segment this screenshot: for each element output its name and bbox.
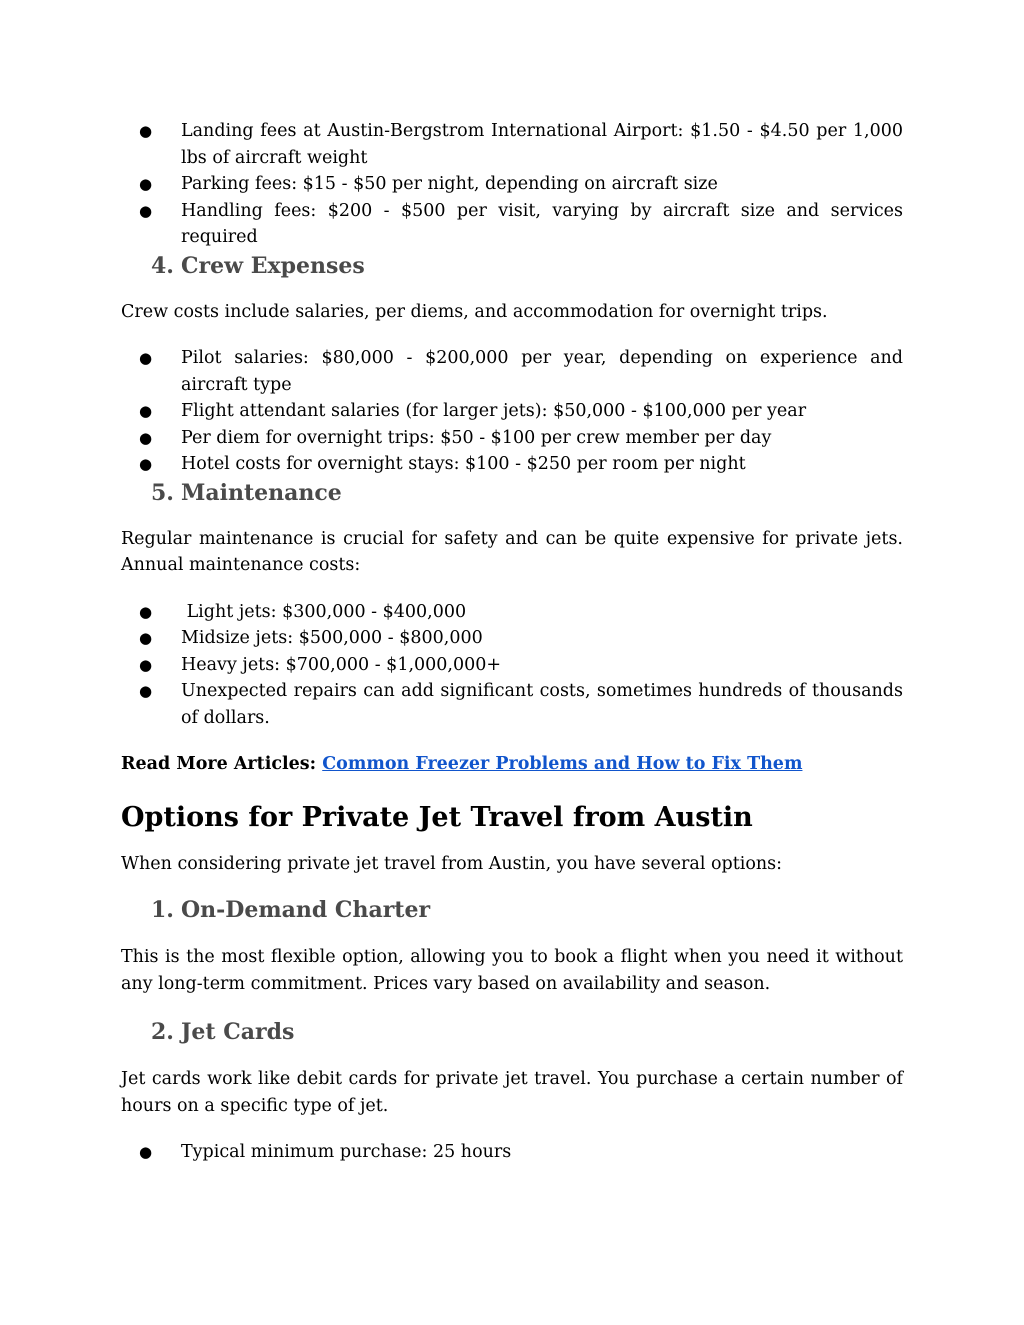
options-intro: When considering private jet travel from Austin, you have several options:	[121, 853, 783, 874]
list-item: ● Flight attendant salaries (for larger jets): $50,000 - $100,000 per year	[121, 398, 903, 425]
read-more-label: Read More Articles:	[121, 754, 317, 774]
bullet-icon: ●	[139, 455, 153, 473]
bullet-icon: ●	[139, 349, 153, 367]
crew-expenses-heading: 4. Crew Expenses	[151, 252, 365, 279]
bullet-icon: ●	[139, 655, 153, 674]
bullet-icon: ●	[139, 201, 153, 220]
list-item: ● Unexpected repairs can add significant costs, sometimes hundreds of thousands of dollars.	[121, 678, 903, 731]
bullet-icon: ●	[139, 402, 153, 420]
heading-number: 2.	[151, 1019, 174, 1045]
list-item: ● Per diem for overnight trips: $50 - $100 per crew member per day	[121, 425, 903, 452]
list-item: ● Heavy jets: $700,000 - $1,000,000+	[121, 652, 903, 679]
list-item: ● Midsize jets: $500,000 - $800,000	[121, 625, 903, 652]
bullet-icon: ●	[139, 602, 153, 621]
list-item: ● Typical minimum purchase: 25 hours	[121, 1139, 903, 1166]
bullet-icon: ●	[139, 175, 153, 193]
jet-cards-list	[121, 1139, 903, 1166]
heading-number: 4.	[151, 252, 174, 279]
on-demand-charter-heading: 1. On-Demand Charter	[151, 897, 431, 923]
landing-fees-list	[121, 118, 903, 251]
jet-cards-heading: 2. Jet Cards	[151, 1019, 295, 1045]
bullet-icon: ●	[139, 682, 153, 700]
list-item: ● Pilot salaries: $80,000 - $200,000 per year, depending on experience and aircraft type	[121, 345, 903, 398]
crew-expenses-list	[121, 345, 903, 478]
list-item: ● Landing fees at Austin-Bergstrom International Airport: $1.50 - $4.50 per 1,000 lbs of aircraft weight	[121, 118, 903, 171]
read-more-line	[121, 751, 903, 778]
crew-intro: Crew costs include salaries, per diems, and accommodation for overnight trips.	[121, 301, 828, 322]
document-page	[121, 118, 903, 1166]
maintenance-list	[121, 599, 903, 732]
list-item: ● Light jets: $300,000 - $400,000	[121, 599, 903, 626]
jet-cards-body: Jet cards work like debit cards for private jet travel. You purchase a certain number of hours on a specific type of jet.	[121, 1069, 903, 1116]
heading-number: 1.	[151, 897, 174, 923]
maintenance-heading: 5. Maintenance	[151, 479, 342, 506]
bullet-icon: ●	[139, 629, 153, 647]
list-item: ● Parking fees: $15 - $50 per night, depending on aircraft size	[121, 171, 903, 198]
list-item: ● Handling fees: $200 - $500 per visit, varying by aircraft size and services required	[121, 198, 903, 251]
read-more-link[interactable]: Common Freezer Problems and How to Fix Them	[322, 754, 803, 774]
on-demand-charter-body: This is the most flexible option, allowing you to book a flight when you need it without any long-term commitment. Prices vary based on availability and season.	[121, 947, 903, 994]
bullet-icon: ●	[139, 122, 153, 140]
heading-number: 5.	[151, 479, 174, 506]
maintenance-intro: Regular maintenance is crucial for safety and can be quite expensive for private jets. Annual maintenance costs:	[121, 528, 903, 575]
options-section-title: Options for Private Jet Travel from Austin	[121, 801, 753, 833]
list-item: ● Hotel costs for overnight stays: $100 - $250 per room per night	[121, 451, 903, 478]
bullet-icon: ●	[139, 1143, 153, 1161]
bullet-icon: ●	[139, 428, 153, 447]
